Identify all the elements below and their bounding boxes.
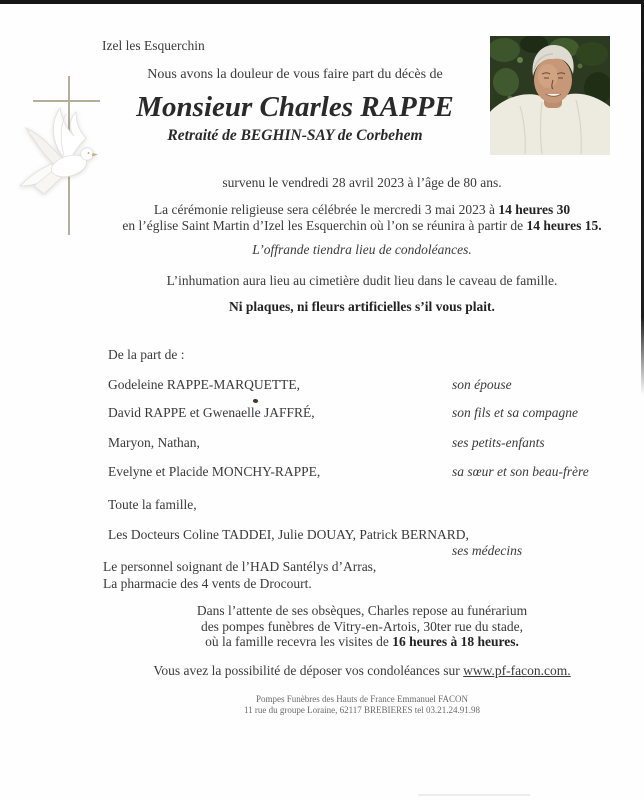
footer-address-line: 11 rue du groupe Loraine, 62117 BREBIERES tel 03.21.24.91.98: [243, 705, 481, 715]
family-member-name: Maryon, Nathan,: [108, 435, 200, 450]
doctors-line: Les Docteurs Coline TADDEI, Julie DOUAY, Patrick BERNARD,: [108, 527, 469, 542]
funeral-home-footer: [100, 694, 624, 716]
ceremony-line2: en l’église Saint Martin d’Izel les Esquerchin où l’on se réunira à partir de: [122, 217, 527, 233]
repose-line3: où la famille recevra les visites de: [205, 634, 393, 649]
from-label: De la part de :: [108, 347, 185, 362]
deceased-name: Monsieur Charles RAPPE: [136, 91, 454, 123]
family-member-relation: ses petits-enfants: [452, 435, 545, 450]
family-member-relation: son fils et sa compagne: [452, 405, 578, 420]
dove-beak: [92, 153, 98, 156]
city-line: Izel les Esquerchin: [102, 38, 205, 53]
family-member-name: David RAPPE et Gwenaelle JAFFRÉ,: [108, 405, 315, 420]
condolences-url-link[interactable]: www.pf-facon.com.: [463, 663, 571, 678]
family-member-relation: son épouse: [452, 377, 512, 392]
condolences-text: Vous avez la possibilité de déposer vos condoléances sur: [153, 663, 464, 678]
intro-line: Nous avons la douleur de vous faire part du décès de: [147, 67, 443, 82]
scan-edge-top: [0, 0, 644, 4]
ceremony-time2: 14 heures 15.: [526, 217, 602, 233]
no-flowers-line: Ni plaques, ni fleurs artificielles s’il vous plait.: [229, 299, 495, 314]
visit-hours: 16 heures à 18 heures.: [392, 634, 519, 649]
deceased-subtitle: Retraité de BEGHIN-SAY de Corbehem: [167, 127, 423, 144]
ink-speck-artifact: [252, 398, 258, 403]
dove-eye: [88, 152, 90, 154]
family-member-relation: sa sœur et son beau-frère: [452, 464, 589, 479]
repose-paragraph: [100, 603, 624, 650]
footer-company-line: Pompes Funèbres des Hauts de France Emmanuel FACON: [255, 694, 469, 704]
ceremony-time1: 14 heures 30: [498, 202, 571, 217]
family-member-name: Godeleine RAPPE-MARQUETTE,: [108, 377, 300, 392]
offering-line: L’offrande tiendra lieu de condoléances.: [252, 242, 472, 257]
burial-line: L’inhumation aura lieu au cimetière dudit lieu dans le caveau de famille.: [166, 273, 558, 288]
death-date-line: survenu le vendredi 28 avril 2023 à l’âge de 80 ans.: [222, 175, 502, 190]
ceremony-line1: La cérémonie religieuse sera célébrée le mercredi 3 mai 2023 à: [153, 202, 499, 217]
family-extra-line: Toute la famille,: [108, 497, 197, 512]
pharmacy-line: La pharmacie des 4 vents de Drocourt.: [103, 576, 312, 591]
doctors-relation: ses médecins: [452, 543, 523, 558]
family-member-name: Evelyne et Placide MONCHY-RAPPE,: [108, 464, 321, 479]
ceremony-paragraph: [100, 202, 624, 233]
care-staff-line: Le personnel soignant de l’HAD Santélys d’Arras,: [103, 559, 377, 574]
scan-edge-bottom: [418, 794, 530, 796]
repose-line2: des pompes funèbres de Vitry-en-Artois, 30ter rue du stade,: [200, 618, 524, 634]
dove-head: [81, 148, 93, 160]
condolences-line: [100, 663, 624, 679]
repose-line1: Dans l’attente de ses obsèques, Charles repose au funérarium: [196, 603, 528, 618]
